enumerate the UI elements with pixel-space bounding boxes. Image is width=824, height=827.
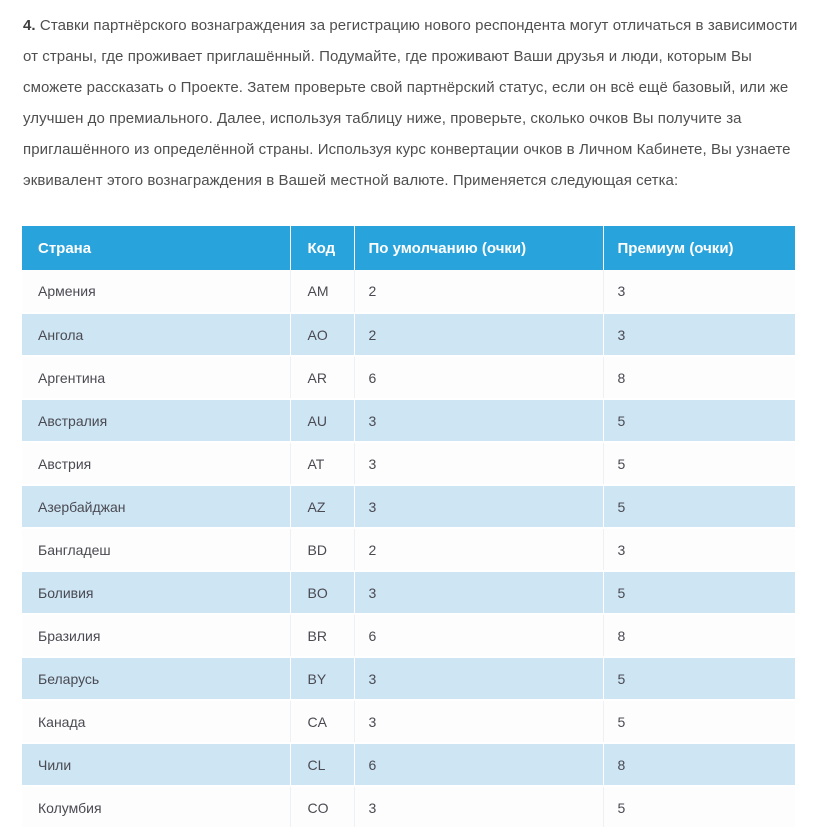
cell-code: AM [290, 270, 354, 313]
cell-default-points: 2 [354, 270, 603, 313]
cell-premium-points: 8 [603, 614, 795, 657]
table-row [22, 270, 795, 313]
cell-country: Армения [22, 270, 290, 313]
cell-code: BY [290, 657, 354, 700]
table-row [22, 786, 795, 827]
cell-default-points: 2 [354, 313, 603, 356]
table-row [22, 528, 795, 571]
table-row [22, 485, 795, 528]
cell-country: Аргентина [22, 356, 290, 399]
cell-code: AZ [290, 485, 354, 528]
rates-table-container [22, 226, 795, 827]
cell-premium-points: 5 [603, 442, 795, 485]
cell-default-points: 3 [354, 571, 603, 614]
cell-country: Азербайджан [22, 485, 290, 528]
cell-code: BR [290, 614, 354, 657]
cell-premium-points: 5 [603, 399, 795, 442]
cell-premium-points: 3 [603, 313, 795, 356]
column-header-default: По умолчанию (очки) [354, 226, 603, 270]
cell-premium-points: 5 [603, 700, 795, 743]
country-rates-table [22, 226, 795, 827]
cell-default-points: 3 [354, 485, 603, 528]
cell-premium-points: 8 [603, 356, 795, 399]
column-header-code: Код [290, 226, 354, 270]
cell-code: AO [290, 313, 354, 356]
table-body [22, 270, 795, 827]
table-row [22, 743, 795, 786]
cell-code: AT [290, 442, 354, 485]
cell-country: Бразилия [22, 614, 290, 657]
cell-default-points: 6 [354, 743, 603, 786]
cell-country: Колумбия [22, 786, 290, 827]
cell-country: Ангола [22, 313, 290, 356]
cell-country: Австралия [22, 399, 290, 442]
cell-default-points: 6 [354, 614, 603, 657]
cell-default-points: 6 [354, 356, 603, 399]
cell-country: Беларусь [22, 657, 290, 700]
table-row [22, 700, 795, 743]
cell-code: CL [290, 743, 354, 786]
cell-code: CO [290, 786, 354, 827]
cell-code: BD [290, 528, 354, 571]
table-row [22, 614, 795, 657]
cell-country: Чили [22, 743, 290, 786]
cell-code: AU [290, 399, 354, 442]
cell-code: BO [290, 571, 354, 614]
cell-code: CA [290, 700, 354, 743]
table-row [22, 356, 795, 399]
table-row [22, 571, 795, 614]
table-row [22, 313, 795, 356]
cell-country: Австрия [22, 442, 290, 485]
cell-code: AR [290, 356, 354, 399]
column-header-premium: Премиум (очки) [603, 226, 795, 270]
cell-country: Канада [22, 700, 290, 743]
cell-default-points: 3 [354, 399, 603, 442]
intro-list-number: 4. [23, 17, 36, 34]
table-row [22, 442, 795, 485]
cell-default-points: 3 [354, 442, 603, 485]
cell-default-points: 3 [354, 657, 603, 700]
cell-default-points: 3 [354, 700, 603, 743]
cell-premium-points: 3 [603, 270, 795, 313]
table-row [22, 657, 795, 700]
table-header [22, 226, 795, 270]
table-header-row [22, 226, 795, 270]
table-row [22, 399, 795, 442]
cell-premium-points: 5 [603, 786, 795, 827]
cell-country: Бангладеш [22, 528, 290, 571]
cell-premium-points: 5 [603, 657, 795, 700]
cell-default-points: 3 [354, 786, 603, 827]
intro-paragraph [0, 0, 824, 196]
cell-premium-points: 5 [603, 485, 795, 528]
intro-body-text: Ставки партнёрского вознаграждения за регистрацию нового респондента могут отличаться в зависимости от страны, где проживает приглашённый. Подумайте, где проживают Ваши друзья и люди, которым Вы сможете рассказать о Проекте. Затем проверьте свой партнёрский статус, если он всё ещё базовый, или же улучшен до премиального. Далее, используя таблицу ниже, проверьте, сколько очков Вы получите за приглашённого из определённой страны. Используя курс конвертации очков в Личном Кабинете, Вы узнаете эквивалент этого вознаграждения в Вашей местной валюте. Применяется следующая сетка: [23, 17, 798, 189]
cell-premium-points: 3 [603, 528, 795, 571]
cell-country: Боливия [22, 571, 290, 614]
cell-premium-points: 8 [603, 743, 795, 786]
cell-premium-points: 5 [603, 571, 795, 614]
column-header-country: Страна [22, 226, 290, 270]
cell-default-points: 2 [354, 528, 603, 571]
